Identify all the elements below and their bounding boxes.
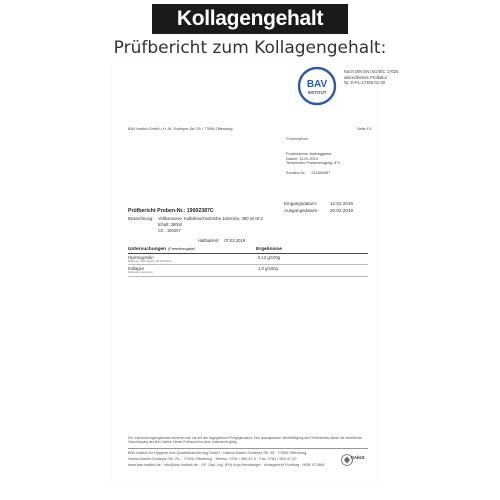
date-value: 12.02.2019 <box>330 201 353 206</box>
shelf-life <box>198 238 245 243</box>
footer-divider <box>128 448 368 449</box>
dakks-label: DAkkS <box>351 455 365 460</box>
designation-row <box>128 228 263 234</box>
shelf-life-label: Haltbarkeit: <box>198 238 220 243</box>
accreditation-line: akkreditiertes Prüflabor <box>344 74 388 80</box>
sampling-info-line: Probenahme: Auftraggeber <box>286 152 332 156</box>
logo-text-sub: INSTITUT <box>307 90 327 95</box>
accreditation-note <box>344 69 398 86</box>
test-name: Hydroxyprolin <box>128 255 154 260</box>
date-value: 20.02.2019 <box>330 208 353 213</box>
footer-line: BAV Institut für Hygiene und Qualitätssicherung GmbH · Hanns-Martin-Schleyer-Str. 25 · 77656 Offenburg <box>128 451 307 455</box>
results-header-note: (Fremdvergabe) <box>168 247 196 251</box>
results-table <box>128 247 368 277</box>
test-name-cell <box>128 266 256 274</box>
designation-value: Vollkonserve: Kalbsknochenbrühe Jammino, 350 ml Nr.2 <box>158 216 263 221</box>
footer-line: www.bav-institut.de · info@bav-institut.de · GF: Dipl.-Ing. (FH) Anja Hemberger · Amtsgericht Freiburg · HRB 471664 <box>128 462 325 467</box>
title-banner <box>152 4 348 34</box>
test-method: Methode: berechnet <box>128 270 153 275</box>
designation-value: Inhalt: 350ml <box>158 222 182 227</box>
report-title: Prüfbericht Proben-Nr.: 19002387C <box>128 208 214 214</box>
logo-text-main: BAV <box>306 79 328 90</box>
results-header-results: Ergebnisse <box>256 247 282 252</box>
customer-number <box>286 171 330 175</box>
customer-number-value: S11800087 <box>311 171 331 175</box>
designation-label: Bezeichnung: <box>128 216 154 221</box>
banner-title: Kollagengehalt <box>176 7 324 30</box>
date-label: Ausgangsdatum: <box>284 208 319 213</box>
designation-value: Ch.: 190207 <box>158 228 181 233</box>
test-name: Kollagen <box>128 266 145 272</box>
footer-line: Hanns-Martin-Schleyer-Str. 25 – 77656 Offenburg · Telefon: 0781 / 969 47-0 · Fax: 0781 / 969 47-20 <box>128 456 297 461</box>
sender-address: BAV Institut GmbH • H.-M.-Schleyer-Str. 25 • 77656 Offenburg <box>128 127 233 131</box>
bav-logo-icon <box>296 66 338 106</box>
test-method: Methode: §64 LFGB L 06.00-8(EG) <box>128 259 172 263</box>
page-number: Seite 1/1 <box>357 127 372 131</box>
page-heading: Prüfbericht zum Kollagengehalt: <box>113 38 387 58</box>
table-row <box>128 254 368 265</box>
sampling-label: Probenahme: <box>286 137 309 141</box>
customer-number-label: Kunden-Nr.: <box>286 171 307 175</box>
test-result: 0,12 g/100g <box>258 255 281 260</box>
footer-disclaimer: Die Untersuchungsergebnisse beziehen sich nur auf den angegebenen Prüfgegenstand. Eine auszugsweise Vervielfältigung des Prüfberichtes bedarf der schriftlichen Genehmigung des BAV Institut. Dieser Prüfbericht ist ohne Unterschrift gültig. <box>128 436 363 445</box>
table-row <box>128 265 368 276</box>
date-block <box>284 200 353 214</box>
date-row <box>284 207 353 214</box>
accreditation-line: Nach DIN EN ISO/IEC 17025 <box>344 69 399 74</box>
date-label: Eingangsdatum: <box>284 201 318 206</box>
sample-designation <box>128 216 263 234</box>
sampling-info-line: Temperatur Probeneingang: 8°C <box>286 161 341 166</box>
footer-contacts <box>128 451 338 468</box>
test-result: 1,0 g/100g <box>258 266 278 272</box>
shelf-life-value: 07.02.2019 <box>224 238 246 243</box>
results-header <box>128 247 368 254</box>
test-name-cell <box>128 255 256 263</box>
results-header-tests <box>128 247 256 252</box>
sampling-info-line: Datum: 11.02.2019 <box>286 156 319 161</box>
accreditation-line: Nr. D-PL-17256-01-00 <box>344 80 386 86</box>
results-header-tests-label: Untersuchungen <box>128 247 167 252</box>
date-row <box>284 200 353 207</box>
sampling-info <box>286 152 341 166</box>
dakks-seal-icon <box>341 450 367 470</box>
